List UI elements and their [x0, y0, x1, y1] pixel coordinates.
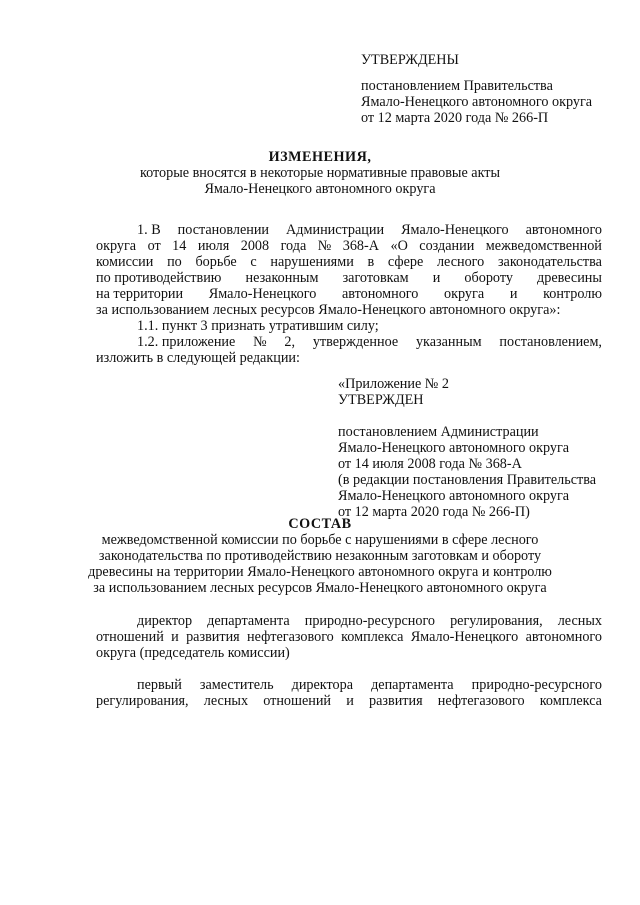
item1-2-line: 1.2. приложение № 2, утвержденное указанным постановлением,	[137, 334, 602, 350]
appendix-line: Ямало-Ненецкого автономного округа	[338, 440, 570, 456]
appendix-heading: «Приложение № 2	[338, 376, 449, 392]
composition-line: законодательства по противодействию незаконным заготовкам и обороту	[98, 548, 542, 564]
changes-title: ИЗМЕНЕНИЯ,	[268, 149, 372, 165]
member-line: регулирования, лесных отношений и развития нефтегазового комплекса	[96, 693, 602, 709]
approval-line: от 12 марта 2020 года № 266-П	[361, 110, 549, 126]
approval-line: Ямало-Ненецкого автономного округа	[361, 94, 593, 110]
item1-line: за использованием лесных ресурсов Ямало-Ненецкого автономного округа»:	[96, 302, 561, 318]
member-line: первый заместитель директора департамента природно-ресурсного	[137, 677, 602, 693]
item1-line: округа от 14 июля 2008 года № 368-А «О создании межведомственной	[96, 238, 602, 254]
appendix-line: постановлением Администрации	[338, 424, 539, 440]
member-line: округа (председатель комиссии)	[96, 645, 290, 661]
item1-line: 1. В постановлении Администрации Ямало-Ненецкого автономного	[137, 222, 602, 238]
item1-1-line: 1.1. пункт 3 признать утратившим силу;	[137, 318, 379, 334]
appendix-line: Ямало-Ненецкого автономного округа	[338, 488, 570, 504]
composition-line: за использованием лесных ресурсов Ямало-Ненецкого автономного округа	[93, 580, 547, 596]
member-line: директор департамента природно-ресурсного регулирования, лесных	[137, 613, 602, 629]
approval-line: постановлением Правительства	[361, 78, 553, 94]
item1-line: на территории Ямало-Ненецкого автономного округа и контролю	[96, 286, 602, 302]
item1-line: комиссии по борьбе с нарушениями в сфере лесного законодательства	[96, 254, 602, 270]
item1-line: по противодействию незаконным заготовкам и обороту древесины	[96, 270, 602, 286]
item1-2-line: изложить в следующей редакции:	[96, 350, 300, 366]
approval-heading: УТВЕРЖДЕНЫ	[361, 52, 459, 68]
changes-subtitle-line: которые вносятся в некоторые нормативные правовые акты	[139, 165, 501, 181]
appendix-approved: УТВЕРЖДЕН	[338, 392, 424, 408]
appendix-line: (в редакции постановления Правительства	[338, 472, 597, 488]
member-line: отношений и развития нефтегазового комплекса Ямало-Ненецкого автономного	[96, 629, 602, 645]
composition-title: СОСТАВ	[288, 516, 352, 532]
appendix-line: от 12 марта 2020 года № 266-П)	[338, 504, 530, 520]
composition-line: межведомственной комиссии по борьбе с нарушениями в сфере лесного	[101, 532, 539, 548]
appendix-line: от 14 июля 2008 года № 368-А	[338, 456, 522, 472]
composition-line: древесины на территории Ямало-Ненецкого автономного округа и контролю	[88, 564, 552, 580]
changes-subtitle-line: Ямало-Ненецкого автономного округа	[204, 181, 436, 197]
